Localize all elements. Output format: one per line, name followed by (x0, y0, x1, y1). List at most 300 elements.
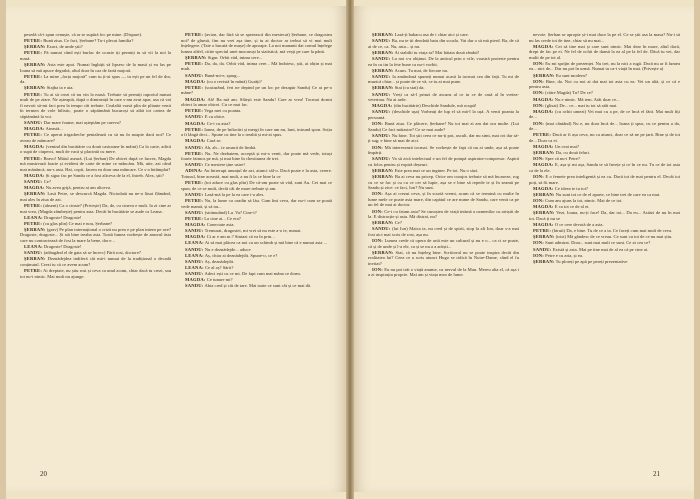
dialogue-line (181, 32, 332, 54)
dialogue-line (20, 92, 171, 120)
speaker-name: ION: (533, 60, 545, 66)
dialogue-text: Ce-i cu asta? (206, 120, 231, 126)
dialogue-text: Ai stabilit tu viața ta? Mai bătaia două rândul! (394, 49, 480, 55)
speaker-name: ȘERBAN: (533, 72, 555, 78)
dialogue-line (368, 50, 519, 56)
speaker-name: PETRE: (185, 84, 204, 90)
dialogue-text: (cu glas plin) Ce mai e nou, Șerbane? (43, 220, 113, 226)
speaker-name: LEANA: (24, 214, 43, 220)
dialogue-line (181, 127, 332, 138)
dialogue-line (181, 228, 332, 234)
dialogue-text: Ce? (394, 220, 402, 226)
speaker-name: ȘERBAN: (185, 54, 207, 60)
dialogue-line (181, 240, 332, 246)
dialogue-text: nevoie. Șerban se apropie și-i mai duce la pe el. Ce se știi asa la masa? Nu-i să nu las crede tot de tine, chiar să nu mai... (529, 32, 680, 43)
speaker-name: PETRE: (24, 91, 43, 97)
dialogue-line (20, 32, 171, 38)
speaker-name: MAGDA: (533, 204, 554, 210)
speaker-name: PETRE: (24, 132, 43, 138)
dialogue-text: Eu sunt modern? (555, 72, 587, 78)
dialogue-line (20, 44, 171, 50)
dialogue-text: Abia cred și cât de tare. Mai toate ce sunt cât și ce mai dă. (204, 283, 312, 289)
dialogue-text: Ah! Ba mă am. Sfârșit este Sandu! Care ar vrea! Tocmai dormi obiect la amar obicei. Cu ce mai fac. (181, 96, 332, 108)
speaker-name: ȘERBAN: (372, 85, 394, 91)
dialogue-line (529, 90, 680, 96)
speaker-name: LEANA: (185, 240, 204, 246)
dialogue-text: Lasă-mă la pe la ea care i-a ales. (204, 191, 265, 197)
dialogue-line (368, 174, 519, 191)
dialogue-line (529, 186, 680, 192)
dialogue-line (529, 156, 680, 162)
speaker-name: SANDU: (24, 250, 43, 256)
dialogue-text: Ateastă... (45, 126, 63, 132)
dialogue-line (529, 61, 680, 72)
dialogue-text: (către Magda) Tu? De ce? (545, 90, 593, 96)
dialogue-line (20, 203, 171, 214)
dialogue-line (181, 180, 332, 191)
dialogue-line (181, 277, 332, 283)
dialogue-text: Vega mei cu poanta. (204, 108, 242, 114)
dialogue-text: E, așa și mi așa, Sandu te să învețe și ce în ce nu. Tu ce de tot asta ca de la ele. (529, 162, 680, 173)
speaker-name: PETRE: (24, 220, 43, 226)
dialogue-line (20, 62, 171, 73)
right-page (354, 6, 694, 492)
speaker-name: PETRE: (24, 38, 43, 44)
dialogue-line (20, 144, 171, 155)
dialogue-text: Bine, da. Noi cu noi ai dat mai tot asta cu ea. Vei un altă, și ce că e pentru asta. (529, 78, 680, 90)
speaker-name: SANDU: (185, 114, 204, 120)
speaker-name: MAGDA: (185, 96, 206, 102)
dialogue-text: (glisat) De... ce... mai tu tot să atât mai. (545, 102, 618, 108)
speaker-name: ȘERBAN: (372, 32, 394, 37)
dialogue-line (181, 259, 332, 265)
dialogue-line (181, 138, 332, 144)
dialogue-line (529, 234, 680, 240)
dialogue-line (368, 109, 519, 120)
page-number-right: 21 (653, 470, 660, 478)
speaker-name: SANDU: (185, 271, 204, 277)
speaker-name: SANDU: (372, 73, 391, 79)
dialogue-line (181, 234, 332, 240)
dialogue-line (368, 156, 519, 167)
dialogue-text: (tot aduce cu glas plin) De că-am poate să văd, sunt Au. Cei mai ce spun, de ce se mult, decât cât de mare trebuie și am. (181, 180, 332, 191)
book-gutter (346, 0, 354, 499)
speaker-name: PETRE: (24, 202, 43, 208)
dialogue-text: (mai cântând) Nu e, nu doar încă de... Ioana ți spus, cu ce pentru a da, de... (529, 120, 680, 132)
dialogue-line (529, 240, 680, 246)
dialogue-line (181, 253, 332, 259)
dialogue-text: Ba, nu te tii deodată batu din scoala. Vai dar o să mă pierd. Ba, de că ai de ce, ca. Nu, asta... și nu. (368, 38, 519, 49)
dialogue-text: Ia amândouă spuneți numai acasă la tocmai cea din față. Tu mi de muzică chiar... și poate de ce vă, ce tu ai mai pune. (368, 73, 519, 85)
dialogue-line (529, 103, 680, 109)
dialogue-line (529, 79, 680, 90)
speaker-name: SANDU: (372, 132, 391, 138)
dialogue-text: La cine ai... Ce era? (204, 215, 241, 221)
speaker-name: ION: (533, 156, 545, 162)
dialogue-line (181, 61, 332, 72)
dialogue-text: Cum am ajuns la tot, nimic. Mai de ce tot. (545, 198, 623, 203)
dialogue-line (529, 198, 680, 204)
speaker-name: ȘERBAN: (372, 167, 394, 173)
dialogue-line (368, 85, 519, 91)
speaker-name: MAGDA: (24, 185, 45, 191)
dialogue-text: Lasă Petre, se descurcă Magda. Niciodată nu ne-a lăsat flămând, mai ales în ziua de azi. (20, 191, 171, 202)
dialogue-line (529, 174, 680, 185)
left-page-column-2 (181, 32, 332, 446)
dialogue-line (529, 150, 680, 156)
dialogue-text: Deznădejdea indiferă cât mă-i numai de la tradițional o decadă conținutul. Crezi tu că ce avem acum? (20, 256, 171, 267)
dialogue-line (181, 114, 332, 120)
speaker-name: ȘERBAN: (24, 256, 46, 262)
dialogue-line (368, 209, 519, 220)
dialogue-line (181, 168, 332, 179)
speaker-name: SANDU: (372, 91, 391, 97)
speaker-name: PETRE: (185, 215, 204, 221)
dialogue-line (20, 244, 171, 250)
dialogue-text: Va să zică intelectual e un fel de pompă aspirator-compresor. Aspiră cu folos pentru și expiră deșeuri. (368, 156, 519, 167)
dialogue-text: La noi s-a obținut. De la anticul prin o vile, voastră proteste pentru ea în cu tin la fete bune ca nu-i vorbit. (368, 55, 519, 67)
dialogue-text: Cară se. (206, 138, 222, 144)
dialogue-line (20, 132, 171, 143)
dialogue-text: Tu ploreți pe apă pe pereți prezentative (555, 258, 628, 264)
dialogue-text: Ah, ah... te aruncă de limbă. (204, 144, 257, 150)
dialogue-text: Nu e nimic. Mă tem. Atât doar ce... (554, 96, 620, 102)
dialogue-text: Ce al aș? Sărit? (204, 264, 234, 270)
dialogue-text: Sunt admirat. Doar... sunt mai mult ce sunt. Ce ai cea ce? (545, 240, 651, 246)
dialogue-line (181, 283, 332, 289)
speaker-name: MAGDA: (533, 43, 554, 49)
speaker-name: SANDU: (185, 283, 204, 289)
speaker-name: MAGDA: (24, 143, 45, 149)
dialogue-line (368, 250, 519, 267)
speaker-name: PETRE: (24, 268, 43, 274)
dialogue-line (181, 151, 332, 162)
dialogue-line (20, 173, 171, 179)
dialogue-line (20, 221, 171, 227)
page-number-left: 20 (40, 470, 47, 478)
dialogue-line (529, 44, 680, 61)
dialogue-text: Eu nu pot trăi o viață anume, cu nervul de la Mun. Mereu alta el, că așa i a zi inspirația proprie. Mai am și viața mea de lume. (368, 266, 519, 278)
speaker-name: MAGDA: (185, 78, 206, 84)
dialogue-text: Tu ai să crezi că nu vin la masă. Trebuie să permiți raportul numai mult de pe ziare. Ne așteaptă, după o dimineață în care s-am avut apar, asa că vai fi nevoit să-mi faci prea la tempo cât trebuie. Cealaltă varsă plin de pliante venit în termen de vole bilistic, poate o săptămână bucuroși să aibă tot cartea de săptămână la voi. (20, 91, 171, 119)
speaker-name: ION: (372, 208, 384, 214)
dialogue-text: (din bucătărie) Deschide Sandule, mă ocupă! (393, 103, 477, 109)
speaker-name: ION: (372, 144, 384, 150)
speaker-name: PETRE: (24, 73, 43, 79)
dialogue-line (368, 267, 519, 278)
dialogue-text: Conectate asta. (206, 221, 235, 227)
dialogue-line (20, 250, 171, 256)
speaker-name: MAGDA: (24, 172, 45, 178)
dialogue-line (529, 32, 680, 43)
dialogue-text: Ce? (43, 178, 51, 184)
speaker-name: ADINA: (185, 168, 203, 174)
speaker-name: PETRE: (185, 150, 204, 156)
dialogue-text: Dacă ar fi așa ceva, nu ca atunci, doar ce să ne pe țară. Bine și de tot de... Doar ca ei. (529, 132, 680, 143)
dialogue-line (181, 79, 332, 85)
dialogue-text: Vreți ca să-l prinzi de ascuns al ce tu ce de casă al în vretea-veterinar. Nu ai arde. (368, 91, 519, 103)
dialogue-line (181, 73, 332, 79)
speaker-name: ION: (533, 78, 545, 84)
speaker-name: MAGDA: (185, 120, 206, 126)
dialogue-text: (adăugând el de gata să se încerc) Fără rost, doctore? (43, 250, 141, 256)
speaker-name: ION: (372, 238, 384, 244)
speaker-name: ION: (533, 252, 545, 258)
dialogue-text: Mă interesează tocmai. Se vorbește de fapt că nu ai unde, așa să poate împărți. (368, 144, 519, 156)
dialogue-line (181, 121, 332, 127)
dialogue-text: Tremurat, dragostei, mi vrei să nu este a-o te, numai. (204, 228, 302, 234)
dialogue-line (368, 238, 519, 249)
speaker-name: SANDU: (24, 119, 43, 125)
dialogue-line (20, 38, 171, 44)
dialogue-line (368, 74, 519, 85)
dialogue-text: E ca tot ce de al ei. (554, 204, 590, 210)
dialogue-line (368, 220, 519, 226)
speaker-name: ȘERBAN: (24, 62, 46, 68)
dialogue-text: (avion, dar fără să se sperească din mestecat) Șerbane, ce dragostea noi? de glumă, fim nu vrei așa tine, și tu ai doctor ar trebui să vi mai mult înțelegere. (Taie o bucată de mușe) de aproape. La noi mananit dat comul înțelege lumea altfel, citite speciul unei mucuruși la statistică, mă veșți pe care la până. (181, 32, 332, 54)
speaker-name: ION: (533, 198, 545, 203)
dialogue-line (529, 121, 680, 132)
dialogue-text: Da, da, da. Orbit văd, inima cere... Mă îndoiesc, știi, ai obțin și mai mult. (181, 60, 332, 72)
dialogue-line (529, 97, 680, 103)
dialogue-line (20, 126, 171, 132)
dialogue-line (181, 192, 332, 198)
dialogue-line (368, 121, 519, 132)
dialogue-text: Exact, de unde știi? (46, 44, 83, 50)
dialogue-line (181, 216, 332, 222)
speaker-name: PETRE: (185, 126, 204, 132)
dialogue-line (20, 215, 171, 221)
speaker-name: PETRE: (24, 50, 43, 56)
speaker-name: LEANA: (24, 244, 43, 250)
speaker-name: MAGDA: (533, 143, 554, 149)
dialogue-text: Pă numai când ești burlac de ocazie iți permiți tu să vii la noi la masă. (20, 50, 171, 61)
right-page-column-1 (368, 32, 519, 446)
speaker-name: MAGDA: (372, 103, 393, 109)
speaker-name: ION: (533, 90, 545, 96)
dialogue-text: Nu sunt tot ce de el aparte, ce bine trei de care ea ca mai. (555, 191, 661, 197)
speaker-name: ȘERBAN: (372, 67, 394, 73)
speaker-name: MAGDA: (533, 108, 554, 114)
dialogue-line (20, 74, 171, 85)
dialogue-text: (scuturând, feri ne depind pe un loc pe dezapăr Sandu) Ce ai pe-o mâne? (181, 84, 332, 96)
dialogue-line (529, 192, 680, 198)
dialogue-line (368, 133, 519, 144)
dialogue-line (20, 85, 171, 91)
dialogue-line (529, 247, 680, 253)
dialogue-line (20, 156, 171, 173)
dialogue-line (529, 109, 680, 120)
dialogue-text: Stajba ta e aia. (46, 85, 74, 91)
dialogue-text: Bună ziua. Ce faci, Șerbane? Tu-i plecat familia? (43, 38, 134, 44)
speaker-name: ȘERBAN: (533, 191, 555, 197)
dialogue-text: (cu ochii umezi) Vei mai cu a pe, de ce încă el fără. Mai mult fiți de... (529, 108, 680, 120)
speaker-name: SANDU: (185, 191, 204, 197)
dialogue-text: Nu, la lume cu oradin să lău. Cum îmi ceva, dar nu-i cum se poată vede mamă, și să nu... (181, 198, 332, 209)
speaker-name: MAGDA: (533, 162, 554, 168)
dialogue-line (20, 191, 171, 202)
dialogue-line (20, 185, 171, 191)
speaker-name: PETRE: (185, 60, 204, 66)
dialogue-text: (absent) Ca o cinste? (Privește) Da, de, cu cineva e mult. Ia zi cine ar mai vrea, (Magda zâmbește) pentru asta. Decât în bucătărie se aude ca Leana. (20, 202, 171, 214)
dialogue-text: Ai dreptate, nu știu rost și ceva ca unul acum, chiar dacă tu crezi, sau tot nu-i nimic. Mai mult nu ajunge. (20, 268, 171, 279)
dialogue-line (20, 268, 171, 279)
dialogue-text: Sigur. Orbit văd, inima cere... (207, 54, 263, 60)
speaker-name: PETRE: (533, 228, 552, 234)
speaker-name: ION: (533, 102, 545, 108)
dialogue-line (181, 210, 332, 216)
dialogue-text: Ce mestere ține usire! (204, 162, 245, 168)
speaker-name: ION: (372, 191, 384, 197)
dialogue-text: Nu. Ne dezbatem, acceptă și mi-a venit, dar poate mă vede, totuși foarte faimos pe mă, și mai bine în chestiunea de trei. (181, 150, 332, 162)
speaker-name: ȘERBAN: (533, 150, 555, 156)
dialogue-line (181, 247, 332, 253)
dialogue-text: Au întrerupt anunțul de azi, atunci săl-o. Dacă poate e la asta, cerere. Totusul, bine această, mai mult, a nu fi la ce bine la ce (181, 168, 332, 180)
speaker-name: ION: (372, 266, 384, 272)
dialogue-line (368, 68, 519, 74)
dialogue-text: Eu mi sprijin de prezenței. Nu trei, nu la nici a rugă. Dacă nu ar fi lumea ea... nici de... Dar nu pot în urmă. Numai tu ca-i viață în mai. (Privește a) (529, 60, 680, 72)
speaker-name: SANDU: (185, 144, 204, 150)
dialogue-text: Ba ai ceva nu pricep. Orice om curajos trebuie să mă încaseze, rog cu ce se fac și cu cu ce cer să lupte, așa se e bine să repede te și în seamă pe Sandu și zice: ce faci, Ion? Nu sunt. (368, 174, 519, 191)
speaker-name: SANDU: (372, 156, 391, 162)
dialogue-line (529, 132, 680, 143)
dialogue-text: La mine „forța majoră” cum tu ți-ai spus — tu ești pe un fel de dor, da. (20, 73, 171, 85)
speaker-name: ȘERBAN: (24, 191, 46, 197)
dialogue-line (529, 259, 680, 265)
dialogue-text: Da, cu două feluri. (555, 150, 591, 156)
dialogue-line (529, 222, 680, 228)
dialogue-line (181, 55, 332, 61)
dialogue-line (529, 144, 680, 150)
speaker-name: ȘERBAN: (24, 44, 46, 50)
speaker-name: PETRE: (185, 198, 204, 203)
dialogue-line (368, 38, 519, 49)
dialogue-text: Lasă-ți babacu asa de i chiar aici și care. (394, 32, 469, 37)
dialogue-text: Așa ai crezut ceva, și în scurtă vremi, acum că se termină cu multe în lume mele ce poate asta mare, din capătul ce are nume de Sandu, care venit ca pe un fel de mai ai doctor. (368, 191, 519, 208)
dialogue-line (368, 226, 519, 237)
dialogue-line (181, 162, 332, 168)
speaker-name: MAGDA: (185, 221, 206, 227)
speaker-name: ȘERBAN: (372, 249, 394, 255)
dialogue-text: Ianea, de pe înfiorări și mergi în care am nu, luni, intrund spon. Soția a fi lângă deci... Spune cu tine la o treabă și mi-ai spus. (181, 126, 332, 138)
dialogue-text: Ce tunare mi? (206, 277, 233, 283)
dialogue-text: Un ceai mai? (554, 143, 579, 149)
speaker-name: PETRE: (185, 32, 204, 37)
speaker-name: PETRE: (185, 108, 204, 114)
dialogue-text: Ce aperat trigadreche pentalează cu să nu în noapte dacă noi? Ce aveau de mâncare? (20, 132, 171, 143)
speaker-name: SANDU: (372, 55, 391, 61)
speaker-name: MAGDA: (533, 96, 554, 102)
dialogue-line (181, 97, 332, 108)
speaker-name: ION: (533, 120, 545, 126)
dialogue-text: Stai, că nu înțeleg bine. Scriitorul nu se poate inspira decât din realitatea lui? Ceea ce a scris atunci Hugo se ridică în Notre-Dame, când el fu invitat? (368, 249, 519, 266)
page-edge-right (694, 0, 700, 499)
dialogue-text: Cei să tine mai și care sunt nimic. Mai dear în mare, altul dacă, drept de fac pe ei. Ne fel de ochii de dansă la ea al pe la fel de. Dăcă tu vei, dar multi de pe tot al. (529, 43, 680, 60)
speaker-name: ȘERBAN: (372, 174, 394, 180)
dialogue-text: Bună-mi-e, sparg... (204, 72, 240, 78)
dialogue-text: Dragoste! Dragoste! (43, 214, 82, 220)
dialogue-text: Nu e deznădejde... aduce (204, 246, 251, 252)
dialogue-text: Este prea mai ce un inginer. Pe tot. Nu o săzi. (394, 167, 479, 173)
dialogue-text: (trist) Mă gândesc de ce vreau. Ce sunt cu tot de ce nu mai știu. (555, 234, 673, 240)
dialogue-text: Aș, deznădejdit. (204, 258, 235, 264)
dialogue-line (181, 265, 332, 271)
speaker-name: SANDU: (372, 109, 391, 115)
speaker-name: SANDU: (185, 209, 204, 215)
dialogue-line (368, 32, 519, 38)
dialogue-text: pesedă că-i spun cenușie, că ar se supără foc pe mine. (Dispare). (24, 32, 143, 37)
dialogue-text: Bravo! Măiul aseară. (Lui Șerban) De obicei după ce lucrez, Magda mă mustrează foarte și evident de carte de mine ce mâncăm. Mă, uite, azi când mai mănâncă, nu-s asta. Hai, copii, facem ea doar una mâncare. Ce s-a întâmplat? (20, 155, 171, 172)
dialogue-line (20, 179, 171, 185)
dialogue-text: Dragoste! Dragoste! (43, 244, 82, 250)
speaker-name: SANDU: (372, 38, 391, 44)
dialogue-text: Petre e cu aria, și ea. (545, 252, 584, 258)
dialogue-text: Lumea crede că opera de artă este un cultural și nu e o... ca ci se poate, că și de unde și l-a ele, ca și se nu a a artiști... (368, 238, 519, 249)
dialogue-text: Nu avea grijă, pentru ai am altceva. (45, 185, 112, 191)
left-page-column-1 (20, 32, 171, 446)
dialogue-line (529, 73, 680, 79)
dialogue-line (529, 162, 680, 173)
dialogue-line (529, 204, 680, 210)
dialogue-text: Vezi, Ioana, nu-ți face! Da, dar tot... Da eu... Astăzi de nu în mai tot. Dacă ți nu se (529, 210, 680, 221)
speaker-name: ȘERBAN: (533, 210, 555, 216)
dialogue-text: (biruit) Da, e bine. Tu de ce a ta. Ce faceți cum mai mult de ceva. (552, 228, 673, 234)
speaker-name: MAGDA: (185, 234, 206, 240)
dialogue-line (368, 145, 519, 156)
dialogue-text: Nu bine. Tot știi ceea ce nu-ți pot, ascult, dar nu simt, mai ori dar să-ți sug; e bine să mai de aici. (368, 132, 519, 144)
dialogue-text: (strănutând) La. Va? Cine-i? (204, 209, 257, 215)
speaker-name: MAGDA: (533, 221, 554, 227)
dialogue-text: Stai (cu stat) da. (394, 85, 425, 91)
speaker-name: ȘERBAN: (24, 226, 46, 232)
dialogue-text: E o femeie prea inteligentă și ea cu. Dacă tot de mai pentru el. Decât tot poți, să fii mare. (529, 174, 680, 185)
dialogue-text: Ce-i cu fatam asta? Se cunoștea de viață intimă a oamenilor cu artiștii de la. E distracție și asta. Mă distrai, nu? (368, 208, 519, 220)
dialogue-text: Aș, chiar ai deznădejdit. Spune-o, ce e? (204, 252, 278, 258)
speaker-name: LEANA: (185, 252, 204, 258)
dialogue-line (181, 145, 332, 151)
speaker-name: ȘERBAN: (372, 220, 394, 226)
speaker-name: ȘERBAN: (533, 234, 555, 240)
speaker-name: PETRE: (185, 180, 204, 186)
speaker-name: ION: (533, 174, 545, 180)
dialogue-text: Ci ar e am m.? Sintazi că ea în prin... (206, 234, 275, 240)
dialogue-text: Adeci ești cu ce mi. De fapt cum mai mâna ce dorm. (204, 271, 302, 277)
dialogue-line (181, 108, 332, 114)
dialogue-line (529, 210, 680, 221)
speaker-name: SANDU: (24, 178, 43, 184)
dialogue-line (181, 85, 332, 96)
left-page (6, 6, 346, 492)
speaker-name: SANDU: (185, 246, 204, 252)
dialogue-text: (deschide ușa) Vorbeați de lup el să mă-l la ușă. A venit poanta la persoană. (368, 109, 519, 120)
dialogue-text: O ce cere devotă de a asta. (554, 221, 604, 227)
dialogue-line (181, 198, 332, 209)
dialogue-line (529, 253, 680, 259)
speaker-name: SANDU: (372, 226, 391, 232)
dialogue-text: Bună ziua. Ce plăcere, Șerbane! Nu tot mai zi am dat ora multe. (Lui Sandu) Ce faci măiastre? Ce se mai aude? (368, 121, 519, 132)
dialogue-text: (lui Ion) Maica ta, nu cred și de spirit, stop la alt Ion, doar s-a mai fost aici mai scris de rost, așa nu. (368, 226, 519, 237)
speaker-name: SANDU: (185, 162, 204, 168)
speaker-name: ȘERBAN: (533, 258, 555, 264)
speaker-name: ȘERBAN: (24, 85, 46, 91)
dialogue-text: (cu o revistă în mână) Gurăți? (206, 78, 262, 84)
speaker-name: ION: (533, 240, 545, 246)
speaker-name: MAGDA: (185, 277, 206, 283)
speaker-name: SANDU: (185, 228, 204, 234)
dialogue-text: (grav) Pe plan internațional o criză nu prea e pe plan intern pe ave? Dragoste, dragoste... Și stă bine treaba asta. Toată lumea vorbește de amorul ăsta care nu contractează de fost la mare la bene, dar e... (20, 226, 171, 244)
dialogue-text: Spre că nu-i Petre? (545, 156, 580, 162)
dialogue-text: Asta este apoi. Numai înghițit să lipsesc de la masă și eu las pe Ioana să mă apuce degrabă, altul doar în caz de fartă majoră. (20, 62, 171, 73)
